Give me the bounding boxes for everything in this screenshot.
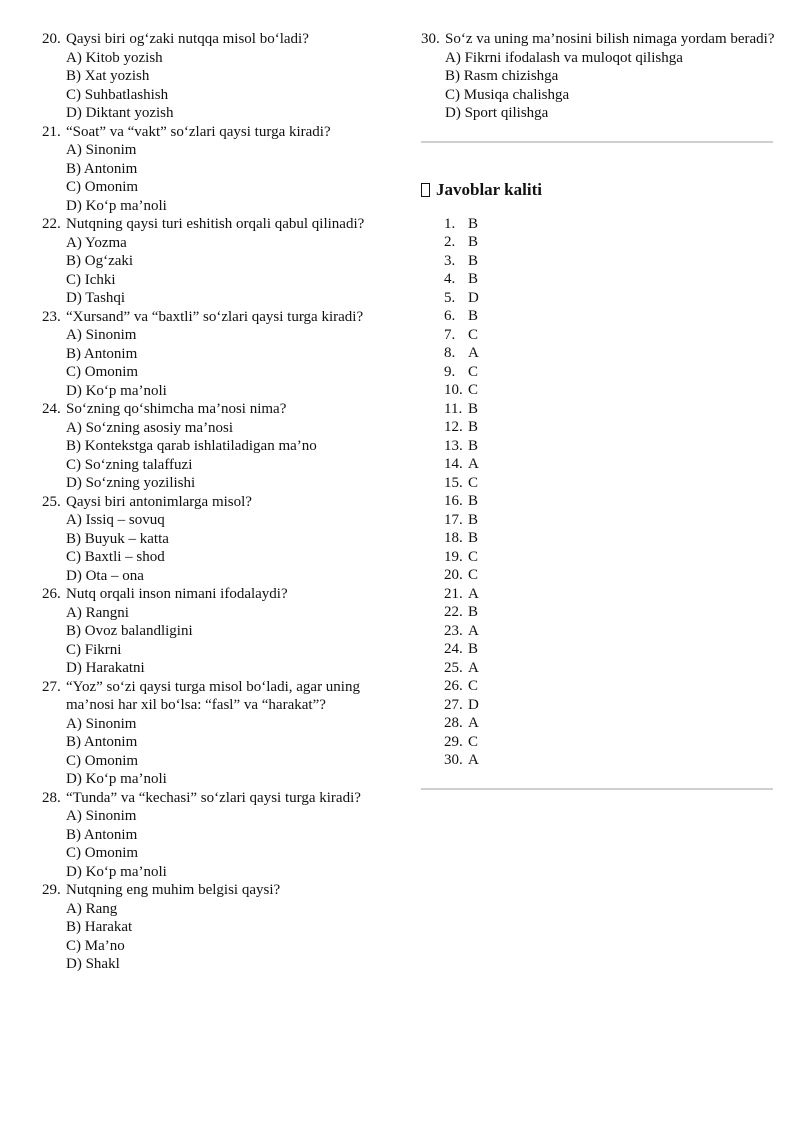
options-list: [42, 141, 372, 215]
answer-value: A: [468, 659, 479, 676]
answer-key-title: Javoblar kaliti: [436, 179, 542, 199]
option: B) Antonim: [66, 160, 138, 177]
answer-item: [444, 622, 776, 641]
right-column: [421, 30, 776, 790]
answer-item: [444, 659, 776, 678]
question-number: 26.: [42, 586, 61, 602]
option: D) Shakl: [66, 956, 120, 972]
options-list: [421, 49, 776, 123]
answer-item: [444, 455, 776, 474]
option: D) Ko‘p ma’noli: [66, 197, 167, 214]
question-20: [42, 30, 372, 123]
question-number: 20.: [42, 31, 61, 47]
question-text: “Xursand” va “baxtli” so‘zlari qaysi turga kiradi?: [66, 308, 364, 325]
question-26: [42, 585, 372, 678]
answer-number: 14.: [444, 456, 463, 472]
option: B) Antonim: [66, 345, 138, 362]
answer-value: B: [468, 252, 479, 269]
answer-item: [444, 400, 776, 419]
answer-value: B: [468, 437, 479, 454]
answer-item: [444, 307, 776, 326]
answer-number: 19.: [444, 548, 463, 565]
missing-glyph-icon: [421, 183, 430, 197]
answer-number: 18.: [444, 530, 463, 546]
options-list: [42, 419, 372, 493]
question-23: [42, 308, 372, 401]
question-28: [42, 789, 372, 882]
answer-item: [444, 640, 776, 659]
question-24: [42, 400, 372, 493]
option: D) Ko‘p ma’noli: [66, 863, 167, 880]
answer-item: [444, 418, 776, 437]
option: A) Sinonim: [66, 142, 137, 158]
question-21: [42, 123, 372, 216]
options-list: [42, 807, 372, 881]
answer-number: 1.: [444, 215, 456, 232]
answer-value: C: [468, 474, 479, 491]
option: A) Rang: [66, 900, 118, 917]
answer-number: 7.: [444, 326, 456, 343]
answer-value: A: [468, 585, 479, 602]
option: C) So‘zning talaffuzi: [66, 456, 193, 473]
answer-value: A: [468, 456, 479, 472]
question-text: Qaysi biri og‘zaki nutqqa misol bo‘ladi?: [66, 31, 309, 47]
answer-number: 8.: [444, 345, 456, 361]
option: D) Sport qilishga: [445, 105, 549, 121]
answer-value: C: [468, 382, 479, 398]
answer-item: [444, 529, 776, 548]
answer-number: 3.: [444, 252, 456, 269]
answer-number: 6.: [444, 308, 456, 324]
question-number: 23.: [42, 308, 61, 325]
answer-item: [444, 474, 776, 493]
option: C) Omonim: [66, 179, 139, 195]
option: C) Baxtli – shod: [66, 549, 165, 565]
answer-item: [444, 751, 776, 770]
options-list: [42, 604, 372, 678]
options-list: [42, 715, 372, 789]
option: B) Harakat: [66, 919, 133, 935]
answer-value: B: [468, 271, 479, 287]
answer-value: B: [468, 419, 479, 435]
answer-item: [444, 381, 776, 400]
answer-number: 21.: [444, 585, 463, 602]
answer-value: C: [468, 326, 479, 343]
answer-value: B: [468, 400, 479, 417]
answer-value: B: [468, 530, 479, 546]
answer-item: [444, 566, 776, 585]
section-divider: [421, 788, 773, 790]
answer-value: A: [468, 715, 479, 731]
question-text: So‘z va uning ma’nosini bilish nimaga yordam beradi?: [445, 31, 775, 47]
section-divider: [421, 141, 773, 143]
answer-number: 11.: [444, 400, 463, 417]
option: A) Rangni: [66, 604, 129, 621]
option: D) Tashqi: [66, 290, 126, 306]
answer-number: 16.: [444, 493, 463, 509]
answer-item: [444, 326, 776, 345]
option: A) Sinonim: [66, 327, 137, 343]
option: C) Ma’no: [66, 937, 125, 954]
question-number: 21.: [42, 123, 61, 140]
question-22: [42, 215, 372, 308]
question-29: [42, 881, 372, 974]
answer-item: [444, 714, 776, 733]
question-30: [421, 30, 776, 123]
options-list: [42, 234, 372, 308]
answer-value: B: [468, 604, 479, 620]
option: B) Kontekstga qarab ishlatiladigan ma’no: [66, 438, 317, 454]
answer-number: 17.: [444, 511, 463, 528]
option: B) Xat yozish: [66, 68, 150, 84]
answer-number: 2.: [444, 234, 456, 250]
answer-item: [444, 437, 776, 456]
question-text: “Yoz” so‘zi qaysi turga misol bo‘ladi, agar uning ma’nosi har xil bo‘lsa: “fasl” va “harakat”?: [66, 678, 360, 713]
question-number: 22.: [42, 216, 61, 232]
answer-value: B: [468, 308, 479, 324]
option: C) Musiqa chalishga: [445, 86, 570, 103]
option: A) Sinonim: [66, 808, 137, 824]
answer-item: [444, 696, 776, 715]
answer-number: 27.: [444, 696, 463, 713]
question-text: Nutqning qaysi turi eshitish orqali qabul qilinadi?: [66, 216, 365, 232]
question-text: Nutqning eng muhim belgisi qaysi?: [66, 882, 281, 898]
answer-item: [444, 548, 776, 567]
answer-key-list: [421, 215, 776, 770]
answer-item: [444, 733, 776, 752]
answer-key-heading: [421, 179, 776, 201]
question-25: [42, 493, 372, 586]
question-number: 25.: [42, 493, 61, 510]
question-27: [42, 678, 372, 789]
answer-number: 20.: [444, 567, 463, 583]
answer-number: 13.: [444, 437, 463, 454]
answer-number: 28.: [444, 715, 463, 731]
answer-item: [444, 363, 776, 382]
options-list: [42, 326, 372, 400]
question-text: So‘zning qo‘shimcha ma’nosi nima?: [66, 401, 287, 417]
option: B) Buyuk – katta: [66, 530, 169, 547]
answer-number: 26.: [444, 678, 463, 694]
answer-value: A: [468, 752, 479, 768]
answer-value: B: [468, 493, 479, 509]
answer-number: 25.: [444, 659, 463, 676]
option: B) Rasm chizishga: [445, 68, 559, 84]
answer-number: 30.: [444, 752, 463, 768]
answer-number: 12.: [444, 419, 463, 435]
option: B) Antonim: [66, 734, 138, 750]
answer-item: [444, 270, 776, 289]
option: A) Issiq – sovuq: [66, 512, 165, 528]
answer-number: 22.: [444, 604, 463, 620]
answer-value: C: [468, 548, 479, 565]
options-list: [42, 49, 372, 123]
answer-value: A: [468, 622, 479, 639]
question-number: 30.: [421, 31, 440, 47]
answer-value: B: [468, 215, 479, 232]
option: B) Og‘zaki: [66, 253, 134, 269]
question-text: “Soat” va “vakt” so‘zlari qaysi turga kiradi?: [66, 123, 331, 140]
answer-item: [444, 603, 776, 622]
answer-item: [444, 492, 776, 511]
answer-number: 9.: [444, 363, 456, 380]
answer-value: D: [468, 289, 479, 306]
answer-item: [444, 289, 776, 308]
answer-number: 24.: [444, 641, 463, 657]
option: C) Omonim: [66, 845, 139, 861]
answer-value: B: [468, 234, 479, 250]
option: A) So‘zning asosiy ma’nosi: [66, 419, 234, 436]
answer-number: 23.: [444, 622, 463, 639]
question-number: 29.: [42, 882, 61, 898]
options-list: [42, 511, 372, 585]
option: A) Sinonim: [66, 715, 137, 732]
option: C) Suhbatlashish: [66, 86, 169, 103]
option: B) Ovoz balandligini: [66, 623, 193, 639]
option: A) Yozma: [66, 234, 127, 251]
question-text: Nutq orqali inson nimani ifodalaydi?: [66, 586, 288, 602]
question-number: 24.: [42, 401, 61, 417]
question-text: Qaysi biri antonimlarga misol?: [66, 493, 252, 510]
answer-number: 4.: [444, 271, 456, 287]
answer-number: 29.: [444, 733, 463, 750]
answer-item: [444, 677, 776, 696]
answer-item: [444, 511, 776, 530]
left-column: [42, 30, 372, 974]
answer-item: [444, 344, 776, 363]
answer-item: [444, 585, 776, 604]
option: C) Ichki: [66, 271, 116, 288]
answer-value: C: [468, 733, 479, 750]
question-text: “Tunda” va “kechasi” so‘zlari qaysi turga kiradi?: [66, 789, 361, 806]
option: A) Fikrni ifodalash va muloqot qilishga: [445, 49, 683, 66]
answer-value: B: [468, 511, 479, 528]
option: D) Ota – ona: [66, 567, 144, 584]
answer-value: C: [468, 363, 479, 380]
option: C) Omonim: [66, 364, 139, 380]
answer-value: B: [468, 641, 479, 657]
answer-number: 15.: [444, 474, 463, 491]
answer-value: D: [468, 696, 479, 713]
answer-number: 10.: [444, 382, 463, 398]
option: D) Harakatni: [66, 660, 145, 676]
option: C) Omonim: [66, 752, 139, 769]
question-number: 27.: [42, 678, 61, 695]
answer-item: [444, 252, 776, 271]
option: D) Ko‘p ma’noli: [66, 382, 167, 399]
answer-value: C: [468, 678, 479, 694]
answer-value: C: [468, 567, 479, 583]
option: D) So‘zning yozilishi: [66, 475, 196, 491]
option: D) Diktant yozish: [66, 105, 174, 121]
options-list: [42, 900, 372, 974]
answer-item: [444, 215, 776, 234]
answer-value: A: [468, 345, 479, 361]
answer-item: [444, 233, 776, 252]
option: B) Antonim: [66, 826, 138, 843]
option: C) Fikrni: [66, 641, 122, 658]
option: D) Ko‘p ma’noli: [66, 771, 167, 787]
option: A) Kitob yozish: [66, 49, 163, 66]
answer-number: 5.: [444, 289, 456, 306]
question-number: 28.: [42, 789, 61, 806]
